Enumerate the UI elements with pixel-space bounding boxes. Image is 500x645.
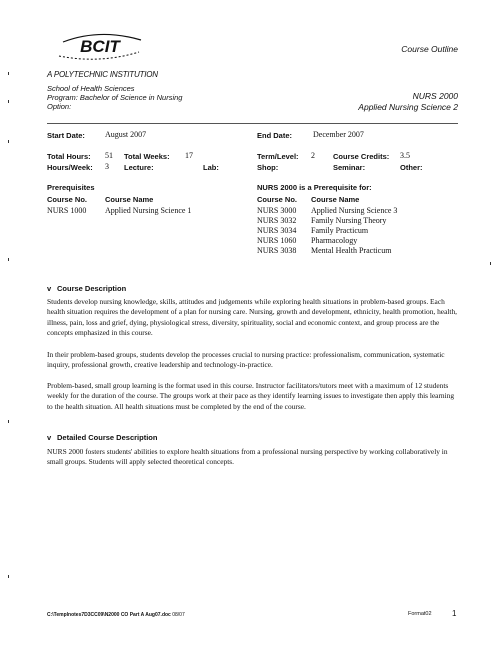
prereq-for-course-name: Family Nursing Theory	[311, 216, 387, 225]
prereq-for-title: NURS 2000 is a Prerequisite for:	[257, 183, 372, 192]
prereq-for-course-no: NURS 3000	[257, 206, 297, 215]
header-divider	[47, 123, 458, 124]
detailed-description-heading: Detailed Course Description	[57, 433, 158, 442]
term-label: Term/Level:	[257, 152, 299, 161]
course-description-paragraph: Students develop nursing knowledge, skills, attitudes and judgements while exploring health situations in problem-based groups. Each health situation requires the development of a plan for nursing care. Nursing, growth and development, ethnicity, health promotion, health, illness, pain, loss and grief, dying, physiological stress, diversity, spirituality, social and economic context, and group process are the concepts emphasized in this course.	[47, 297, 457, 338]
scan-mark	[8, 258, 9, 261]
end-date-value: December 2007	[313, 130, 364, 139]
program-name: Program: Bachelor of Science in Nursing	[47, 93, 183, 102]
bcit-logo	[55, 30, 145, 62]
scan-mark	[8, 420, 9, 423]
end-date-label: End Date:	[257, 131, 293, 140]
total-hours-value: 51	[105, 151, 113, 160]
footer-path-text: C:\Templnotes7D3CC09\N2000 CO Part A Aug07.doc	[47, 612, 171, 618]
footer-file-path	[47, 612, 185, 618]
course-description-paragraph: In their problem-based groups, students develop the processes crucial to nursing practice: professionalism, communication, systematic inquiry, professional growth, creative leadership and technology-in-practice.	[47, 350, 445, 370]
hours-week-label: Hours/Week:	[47, 163, 93, 172]
total-hours-label: Total Hours:	[47, 152, 91, 161]
total-weeks-value: 17	[185, 151, 193, 160]
footer-date: 08/07	[172, 612, 185, 618]
course-description-bullet: v	[47, 284, 52, 293]
scan-mark	[8, 100, 9, 103]
scan-mark	[8, 72, 9, 75]
credits-label: Course Credits:	[333, 152, 390, 161]
logo-text: BCIT	[80, 37, 120, 56]
total-weeks-label: Total Weeks:	[124, 152, 170, 161]
lecture-label: Lecture:	[124, 163, 154, 172]
hours-week-value: 3	[105, 162, 109, 171]
prereq-for-course-no: NURS 3034	[257, 226, 297, 235]
lab-label: Lab:	[203, 163, 219, 172]
other-label: Other:	[400, 163, 423, 172]
scan-mark	[490, 262, 491, 265]
prereq-for-course-no: NURS 3032	[257, 216, 297, 225]
prereq-col-course-name: Course Name	[105, 195, 154, 204]
course-title: Applied Nursing Science 2	[358, 102, 458, 112]
prereq-for-col-course-no: Course No.	[257, 195, 298, 204]
scan-mark	[8, 575, 9, 578]
course-description-heading: Course Description	[57, 284, 127, 293]
prereq-for-course-name: Family Practicum	[311, 226, 369, 235]
prereq-for-course-no: NURS 1060	[257, 236, 297, 245]
school-name: School of Health Sciences	[47, 84, 135, 93]
footer-format: Format02	[408, 611, 432, 617]
scan-mark	[8, 140, 9, 143]
prereq-for-course-name: Pharmacology	[311, 236, 358, 245]
course-code: NURS 2000	[412, 91, 458, 101]
shop-label: Shop:	[257, 163, 279, 172]
seminar-label: Seminar:	[333, 163, 366, 172]
prereq-for-course-name: Mental Health Practicum	[311, 246, 392, 255]
prereq-for-course-name: Applied Nursing Science 3	[311, 206, 398, 215]
prereq-course-no: NURS 1000	[47, 206, 87, 215]
prerequisites-title: Prerequisites	[47, 183, 95, 192]
prereq-for-col-course-name: Course Name	[311, 195, 360, 204]
course-outline-label: Course Outline	[401, 44, 458, 54]
term-value: 2	[311, 151, 315, 160]
option-label: Option:	[47, 102, 72, 111]
prereq-course-name: Applied Nursing Science 1	[105, 206, 192, 215]
page-number: 1	[452, 609, 457, 618]
detailed-description-bullet: v	[47, 433, 52, 442]
polytechnic-tagline: A POLYTECHNIC INSTITUTION	[47, 70, 158, 79]
credits-value: 3.5	[400, 151, 410, 160]
detailed-description-paragraph: NURS 2000 fosters students' abilities to explore health situations from a professional nursing perspective by working collaboratively in small groups. Students will apply selected theoretical concepts.	[47, 447, 448, 467]
prereq-col-course-no: Course No.	[47, 195, 88, 204]
start-date-value: August 2007	[105, 130, 147, 139]
start-date-label: Start Date:	[47, 131, 85, 140]
course-description-paragraph: Problem-based, small group learning is the format used in this course. Instructor facilitators/tutors meet with a maximum of 12 students weekly for the duration of the course. The groups work at their pace as they identify learning issues to investigate then apply this learning to the health situation. All health situations must be completed by the end of the course.	[47, 381, 455, 411]
prereq-for-course-no: NURS 3038	[257, 246, 297, 255]
